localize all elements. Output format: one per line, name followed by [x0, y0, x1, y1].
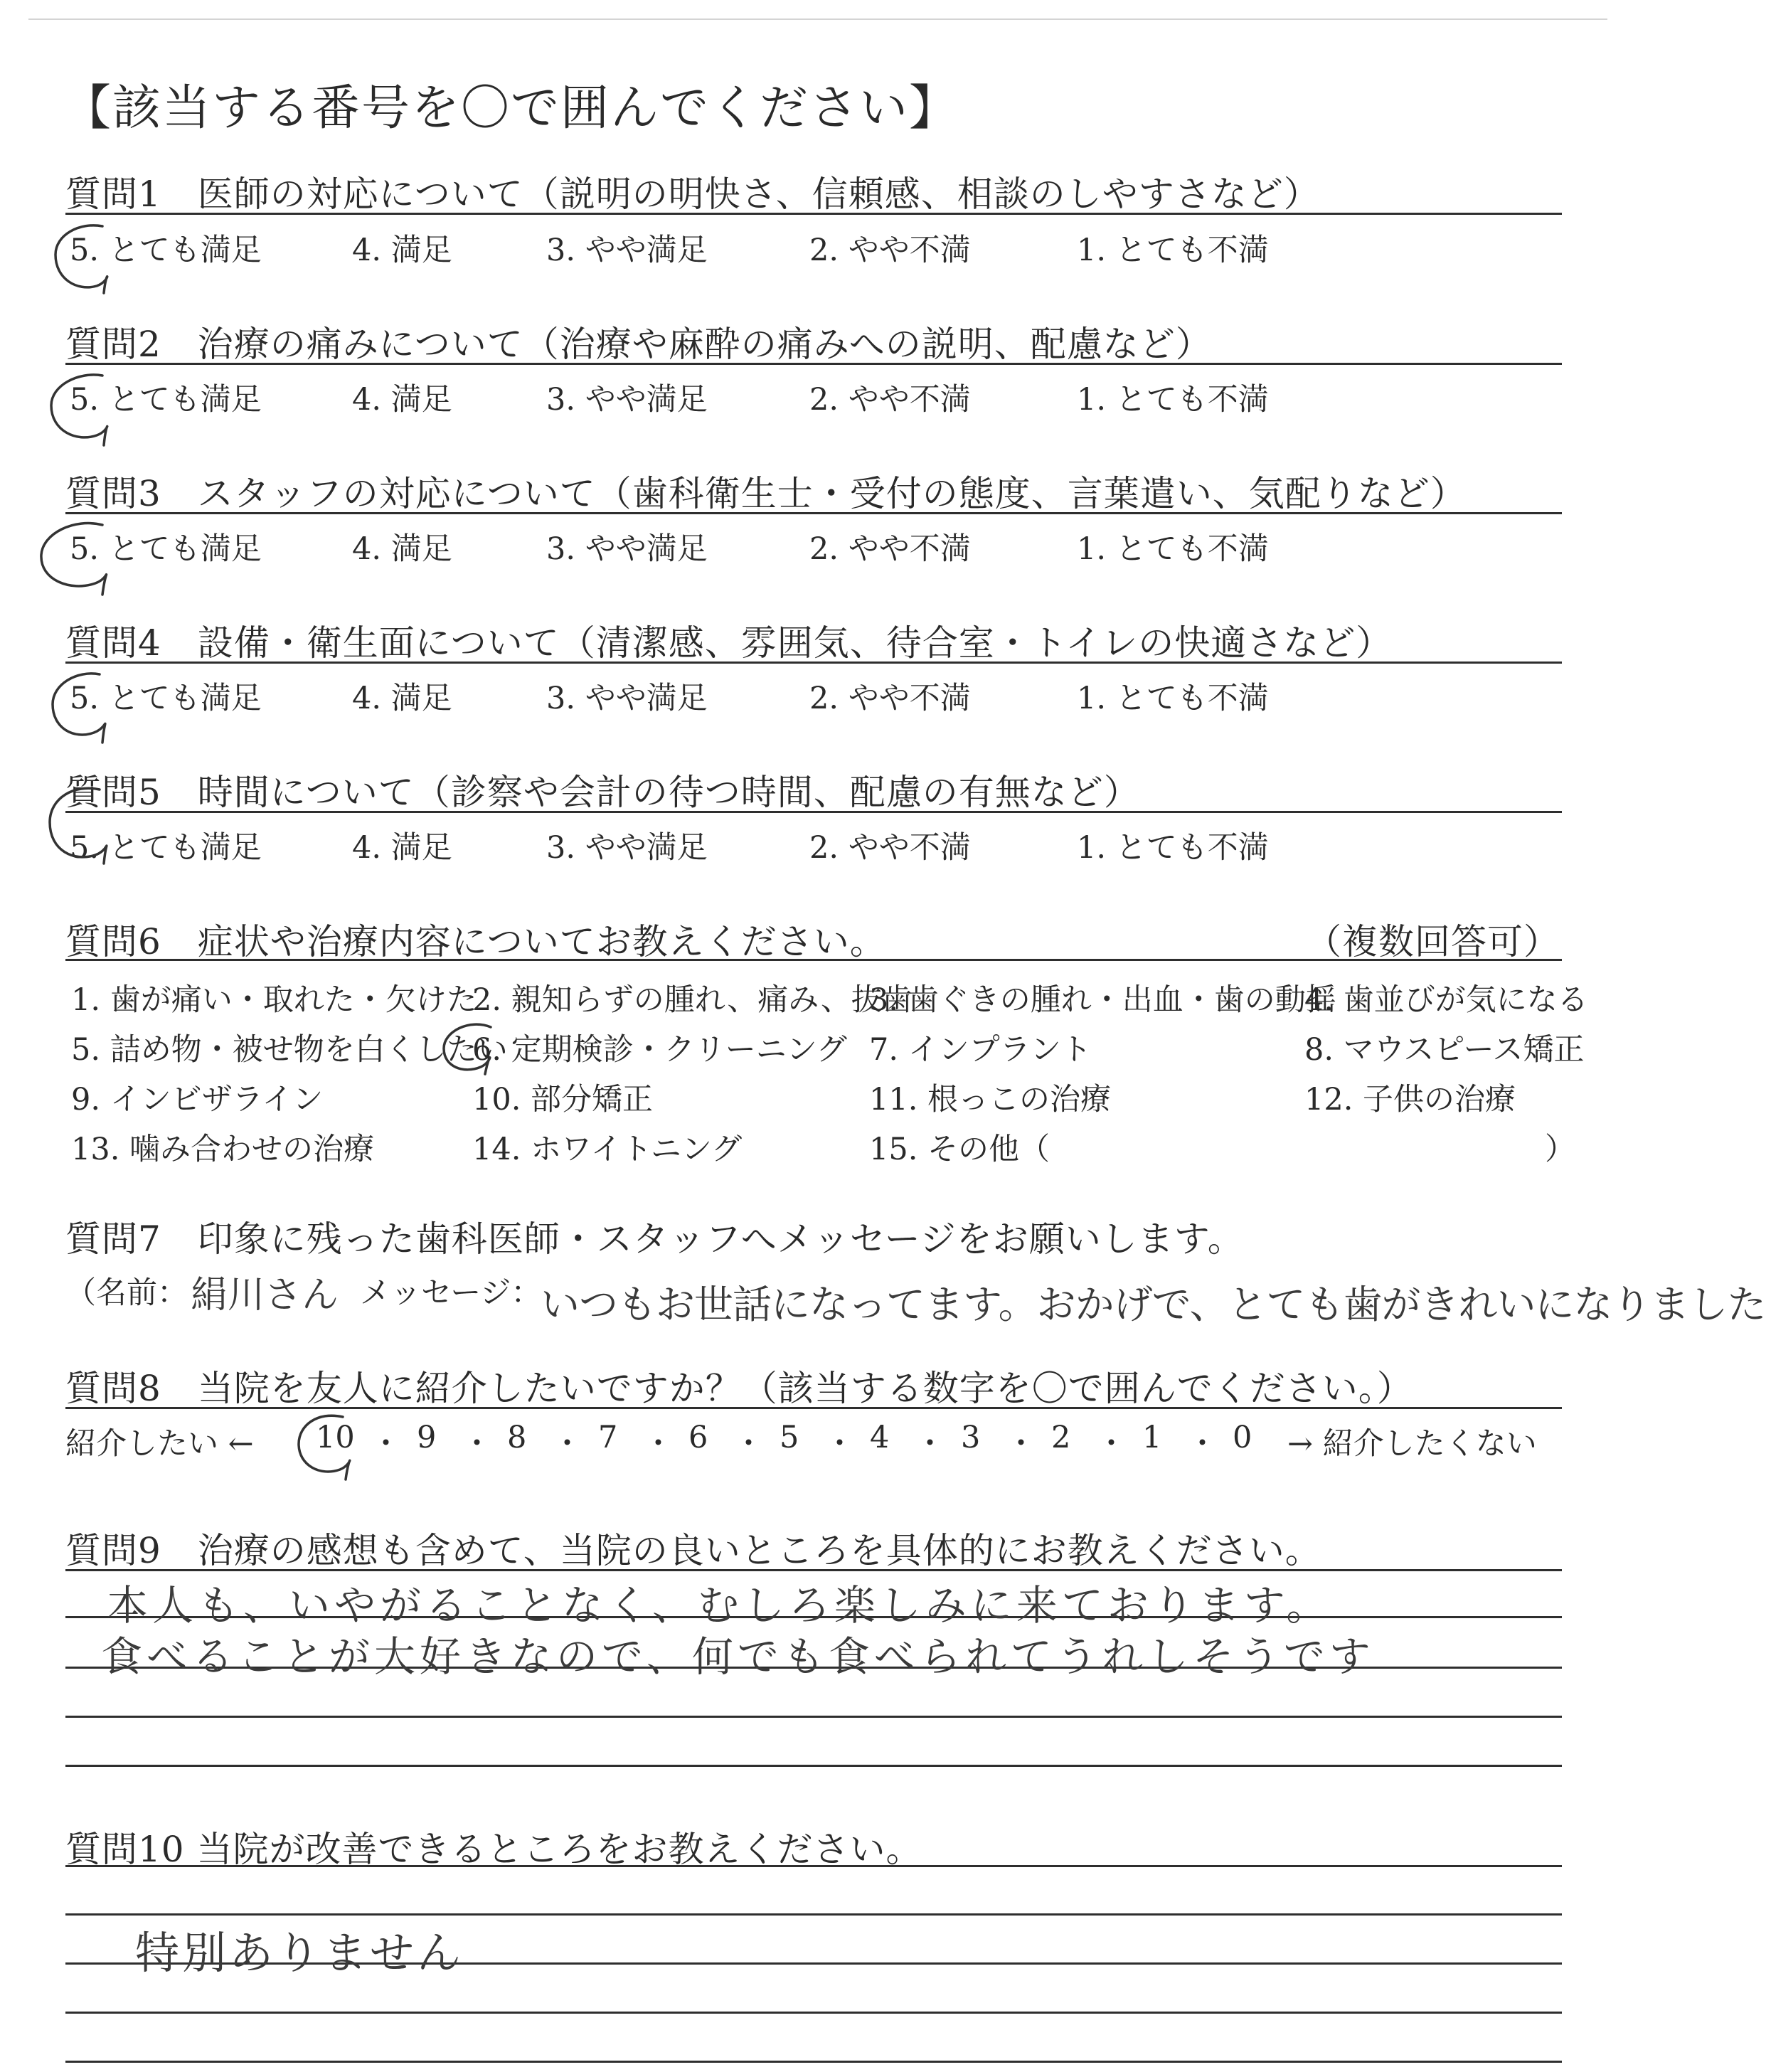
q6-option-8[interactable]: 8. マウスピース矯正 — [1304, 1032, 1585, 1068]
q8-scale-dot: ・ — [1006, 1426, 1036, 1462]
q8-rule — [65, 1407, 1562, 1409]
q6-heading: 質問6 症状や治療内容についてお教えください。 — [65, 921, 886, 962]
q7-name-value[interactable]: 絹川さん — [191, 1274, 339, 1317]
q6-option-9[interactable]: 9. インビザライン — [71, 1082, 324, 1117]
q4-option-2[interactable]: 2. やや不満 — [809, 681, 971, 716]
q8-scale-dot: ・ — [462, 1426, 492, 1462]
q2-rule — [65, 363, 1562, 365]
q5-rule — [65, 811, 1562, 813]
q8-scale-dot: ・ — [371, 1426, 401, 1462]
q8-scale-dot: ・ — [824, 1426, 855, 1462]
q2-option-5[interactable]: 5. とても満足 — [70, 382, 262, 418]
q9-rule-5 — [65, 1765, 1562, 1767]
q8-scale-dot: ・ — [733, 1426, 764, 1462]
q9-answer-line-2[interactable]: 食べることが大好きなので、何でも食べられてうれしそうです — [101, 1632, 1375, 1681]
q5-option-5[interactable]: 5. とても満足 — [70, 830, 262, 866]
q6-option-11[interactable]: 11. 根っこの治療 — [869, 1082, 1112, 1117]
page-title: 【該当する番号を〇で囲んでください】 — [63, 80, 959, 137]
q3-option-3[interactable]: 3. やや満足 — [546, 531, 708, 567]
q10-answer[interactable]: 特別ありません — [135, 1927, 464, 1979]
q6-option-2[interactable]: 2. 親知らずの腫れ、痛み、抜歯 — [472, 982, 913, 1018]
q7-message-value[interactable]: いつもお世話になってます。おかげで、とても歯がきれいになりました — [541, 1282, 1766, 1327]
q4-option-5[interactable]: 5. とても満足 — [70, 681, 262, 716]
q6-note: （複数回答可） — [1306, 921, 1560, 962]
q10-rule-4 — [65, 2012, 1562, 2014]
q8-scale-6[interactable]: 6 — [688, 1420, 708, 1455]
q4-rule — [65, 662, 1562, 664]
q1-option-4[interactable]: 4. 満足 — [352, 233, 452, 268]
q6-option-14[interactable]: 14. ホワイトニング — [472, 1132, 743, 1167]
q10-rule-2 — [65, 1913, 1562, 1916]
q1-option-3[interactable]: 3. やや満足 — [546, 233, 708, 268]
q5-option-1[interactable]: 1. とても不満 — [1077, 830, 1269, 866]
q9-heading: 質問9 治療の感想も含めて、当院の良いところを具体的にお教えください。 — [65, 1530, 1321, 1571]
q5-option-2[interactable]: 2. やや不満 — [809, 830, 971, 866]
q3-heading: 質問3 スタッフの対応について（歯科衛生士・受付の態度、言葉遣い、気配りなど） — [65, 473, 1467, 514]
q1-rule — [65, 213, 1562, 215]
q6-option-15-close: ） — [1545, 1132, 1575, 1167]
q8-heading: 質問8 当院を友人に紹介したいですか？（該当する数字を〇で囲んでください。） — [65, 1368, 1413, 1409]
q6-option-5[interactable]: 5. 詰め物・被せ物を白くしたい — [71, 1032, 508, 1068]
q3-option-1[interactable]: 1. とても不満 — [1077, 531, 1269, 567]
q2-option-2[interactable]: 2. やや不満 — [809, 382, 971, 418]
q8-scale-dot: ・ — [915, 1426, 945, 1462]
q7-message-label: メッセージ： — [360, 1275, 542, 1311]
q8-right-label: → 紹介したくない — [1287, 1426, 1537, 1462]
q7-name-label: （名前： — [65, 1275, 188, 1311]
q8-scale-10[interactable]: 10 — [316, 1420, 355, 1455]
q8-scale-dot: ・ — [1187, 1426, 1218, 1462]
q2-heading: 質問2 治療の痛みについて（治療や麻酔の痛みへの説明、配慮など） — [65, 324, 1212, 365]
q8-scale-9[interactable]: 9 — [417, 1420, 437, 1455]
top-border — [28, 18, 1607, 20]
q3-option-2[interactable]: 2. やや不満 — [809, 531, 971, 567]
q8-scale-2[interactable]: 2 — [1051, 1420, 1071, 1455]
q8-scale-dot: ・ — [1096, 1426, 1127, 1462]
q7-heading: 質問7 印象に残った歯科医師・スタッフへメッセージをお願いします。 — [65, 1218, 1244, 1260]
q8-scale-1[interactable]: 1 — [1142, 1420, 1162, 1455]
q6-option-7[interactable]: 7. インプラント — [869, 1032, 1092, 1068]
q8-scale-dot: ・ — [643, 1426, 674, 1462]
q6-option-4[interactable]: 4. 歯並びが気になる — [1304, 982, 1588, 1018]
q8-scale-8[interactable]: 8 — [507, 1420, 527, 1455]
q10-rule-5 — [65, 2061, 1562, 2063]
q6-option-13[interactable]: 13. 噛み合わせの治療 — [71, 1132, 375, 1167]
q8-scale-3[interactable]: 3 — [961, 1420, 981, 1455]
q6-option-12[interactable]: 12. 子供の治療 — [1304, 1082, 1516, 1117]
q1-heading: 質問1 医師の対応について（説明の明快さ、信頼感、相談のしやすさなど） — [65, 174, 1320, 215]
q2-option-3[interactable]: 3. やや満足 — [546, 382, 708, 418]
q6-option-15[interactable]: 15. その他（ — [869, 1132, 1050, 1167]
q4-heading: 質問4 設備・衛生面について（清潔感、雰囲気、待合室・トイレの快適さなど） — [65, 622, 1393, 664]
q4-option-1[interactable]: 1. とても不満 — [1077, 681, 1269, 716]
q3-rule — [65, 512, 1562, 514]
q4-option-4[interactable]: 4. 満足 — [352, 681, 452, 716]
q6-option-6[interactable]: 6. 定期検診・クリーニング — [472, 1032, 847, 1068]
q10-heading: 質問10 当院が改善できるところをお教えください。 — [65, 1829, 922, 1870]
q1-option-1[interactable]: 1. とても不満 — [1077, 233, 1269, 268]
q6-rule — [65, 959, 1562, 961]
q5-option-4[interactable]: 4. 満足 — [352, 830, 452, 866]
q3-option-4[interactable]: 4. 満足 — [352, 531, 452, 567]
q8-scale-7[interactable]: 7 — [598, 1420, 618, 1455]
q6-option-10[interactable]: 10. 部分矯正 — [472, 1082, 654, 1117]
q2-option-4[interactable]: 4. 満足 — [352, 382, 452, 418]
q5-heading: 質問5 時間について（診察や会計の待つ時間、配慮の有無など） — [65, 772, 1140, 813]
q2-option-1[interactable]: 1. とても不満 — [1077, 382, 1269, 418]
q8-scale-0[interactable]: 0 — [1233, 1420, 1252, 1455]
q8-scale-dot: ・ — [552, 1426, 583, 1462]
q9-rule-1 — [65, 1569, 1562, 1571]
q9-rule-4 — [65, 1716, 1562, 1718]
q1-option-2[interactable]: 2. やや不満 — [809, 233, 971, 268]
q1-option-5[interactable]: 5. とても満足 — [70, 233, 262, 268]
q6-option-1[interactable]: 1. 歯が痛い・取れた・欠けた — [71, 982, 477, 1018]
q4-option-3[interactable]: 3. やや満足 — [546, 681, 708, 716]
q9-answer-line-1[interactable]: 本人も、いやがることなく、むしろ楽しみに来ております。 — [107, 1581, 1332, 1630]
q6-option-3[interactable]: 3. 歯ぐきの腫れ・出血・歯の動揺 — [869, 982, 1336, 1018]
q5-option-3[interactable]: 3. やや満足 — [546, 830, 708, 866]
q10-rule-1 — [65, 1865, 1562, 1867]
q8-scale-5[interactable]: 5 — [780, 1420, 799, 1455]
q8-left-label: 紹介したい ← — [65, 1426, 254, 1462]
q8-scale-4[interactable]: 4 — [870, 1420, 890, 1455]
q3-option-5[interactable]: 5. とても満足 — [70, 531, 262, 567]
